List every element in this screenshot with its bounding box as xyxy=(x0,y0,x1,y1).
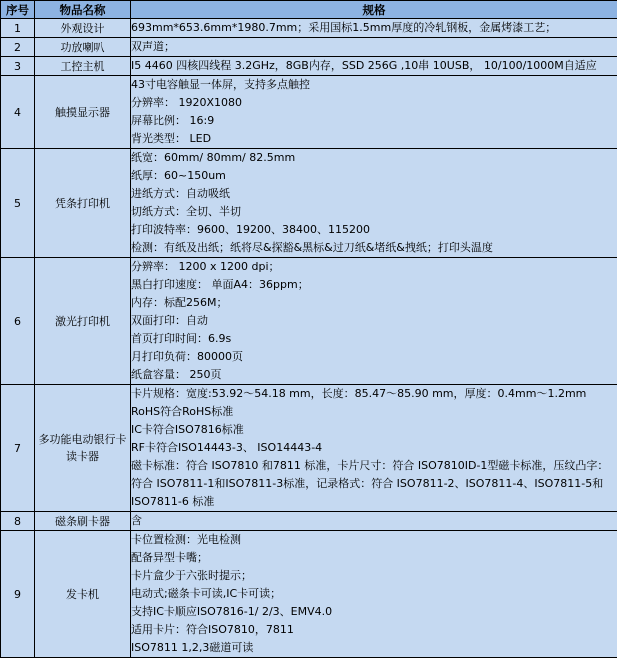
spec-line: 支持IC卡顺应ISO7816-1/ 2/3、EMV4.0 xyxy=(131,603,617,621)
spec-line: 含 xyxy=(131,512,617,530)
table-row xyxy=(1,258,617,385)
item-name: 发卡机 xyxy=(35,531,131,658)
item-name: 外观设计 xyxy=(35,19,131,38)
item-name: 多功能电动银行卡读卡器 xyxy=(35,385,131,512)
spec-line: 卡位置检测：光电检测 xyxy=(131,531,617,549)
spec-line: 屏幕比例： 16:9 xyxy=(131,112,617,130)
spec-line: 电动式;磁条卡可读,IC卡可读； xyxy=(131,585,617,603)
row-index: 3 xyxy=(1,57,35,76)
spec-line: 进纸方式：自动吸纸 xyxy=(131,185,617,203)
header-name: 物品名称 xyxy=(35,1,131,19)
spec-line: IC卡符合ISO7816标准 xyxy=(131,421,617,439)
spec-line: RF卡符合ISO14443-3、 ISO14443-4 xyxy=(131,439,617,457)
spec-line: I5 4460 四核四线程 3.2GHz，8GB内存，SSD 256G ,10串 10USB， 10/100/1000M自适应 xyxy=(131,57,617,75)
spec-line: 双面打印：自动 xyxy=(131,312,617,330)
row-index: 5 xyxy=(1,149,35,258)
item-spec xyxy=(131,76,617,149)
table-row xyxy=(1,76,617,149)
row-index: 4 xyxy=(1,76,35,149)
spec-line: 双声道； xyxy=(131,38,617,56)
item-spec xyxy=(131,57,617,76)
item-name: 工控主机 xyxy=(35,57,131,76)
item-spec xyxy=(131,258,617,385)
spec-line: 背光类型： LED xyxy=(131,130,617,148)
spec-line: RoHS符合RoHS标准 xyxy=(131,403,617,421)
item-name: 磁条刷卡器 xyxy=(35,512,131,531)
table-row xyxy=(1,149,617,258)
item-spec xyxy=(131,385,617,512)
item-name: 功放喇叭 xyxy=(35,38,131,57)
spec-line: 打印波特率：9600、19200、38400、115200 xyxy=(131,221,617,239)
spec-line: 月打印负荷：80000页 xyxy=(131,348,617,366)
table-row xyxy=(1,512,617,531)
spec-line: 黑白打印速度： 单面A4：36ppm； xyxy=(131,276,617,294)
spec-line: 分辨率： 1920X1080 xyxy=(131,94,617,112)
header-spec: 规格 xyxy=(131,1,617,19)
spec-line: 卡片盒少于六张时提示； xyxy=(131,567,617,585)
item-name: 凭条打印机 xyxy=(35,149,131,258)
spec-line: 693mm*653.6mm*1980.7mm；采用国标1.5mm厚度的冷轧钢板，金属烤漆工艺； xyxy=(131,19,617,37)
header-index: 序号 xyxy=(1,1,35,19)
item-spec xyxy=(131,19,617,38)
item-name: 触摸显示器 xyxy=(35,76,131,149)
spec-line: 内存：标配256M； xyxy=(131,294,617,312)
spec-line: 43寸电容触显一体屏，支持多点触控 xyxy=(131,76,617,94)
spec-line: 纸厚：60~150um xyxy=(131,167,617,185)
spec-line: 分辨率： 1200 x 1200 dpi； xyxy=(131,258,617,276)
header-row xyxy=(1,1,617,19)
row-index: 6 xyxy=(1,258,35,385)
item-spec xyxy=(131,38,617,57)
row-index: 1 xyxy=(1,19,35,38)
spec-line: 纸宽：60mm/ 80mm/ 82.5mm xyxy=(131,149,617,167)
spec-line: ISO7811 1,2,3磁道可读 xyxy=(131,639,617,657)
row-index: 9 xyxy=(1,531,35,658)
row-index: 7 xyxy=(1,385,35,512)
table-row xyxy=(1,531,617,658)
spec-line: 卡片规格：宽度:53.92～54.18 mm，长度：85.47～85.90 mm，厚度：0.4mm～1.2mm xyxy=(131,385,617,403)
item-spec xyxy=(131,149,617,258)
item-spec xyxy=(131,512,617,531)
table-row xyxy=(1,385,617,512)
row-index: 8 xyxy=(1,512,35,531)
table-row xyxy=(1,38,617,57)
spec-line: 适用卡片：符合ISO7810，7811 xyxy=(131,621,617,639)
table-row xyxy=(1,57,617,76)
spec-line: 磁卡标准：符合 ISO7810 和7811 标准，卡片尺寸：符合 ISO7810ID-1型磁卡标准，压纹凸字：符合 ISO7811-1和ISO7811-3标准，记录格式：符合 ISO7811-2、ISO7811-4、ISO7811-5和ISO7811-6 标准 xyxy=(131,457,617,511)
item-name: 激光打印机 xyxy=(35,258,131,385)
spec-line: 纸盒容量： 250页 xyxy=(131,366,617,384)
spec-line: 首页打印时间：6.9s xyxy=(131,330,617,348)
spec-line: 配备异型卡嘴； xyxy=(131,549,617,567)
spec-line: 切纸方式：全切、半切 xyxy=(131,203,617,221)
table-row xyxy=(1,19,617,38)
item-spec xyxy=(131,531,617,658)
row-index: 2 xyxy=(1,38,35,57)
spec-line: 检测：有纸及出纸；纸将尽&探豁&黑标&过刀纸&堵纸&拽纸；打印头温度 xyxy=(131,239,617,257)
